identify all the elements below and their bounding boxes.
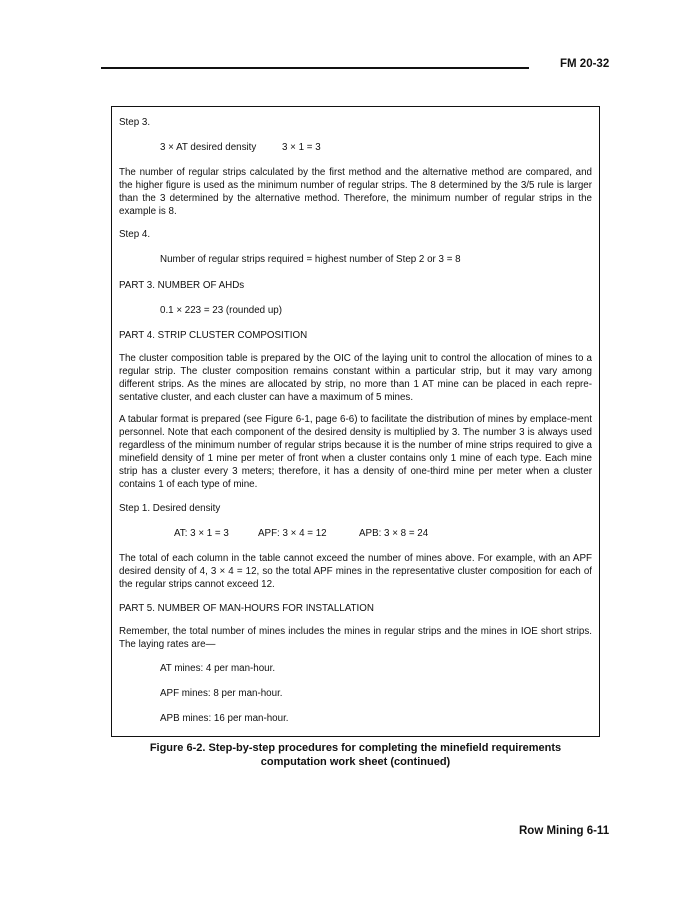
step4-label: Step 4.: [119, 229, 151, 240]
part4-paragraph-1: The cluster composition table is prepared by the OIC of the laying unit to control the allocation of mines to a regular strip. The cluster composition remains constant within a particular strip, but it may vary among different strips. As the mines are allocated by strip, no more than 1 AT mine can be placed in each repre-sentative cluster, and each cluster can have a maximum of 5 mines.: [119, 353, 592, 403]
part3-heading: PART 3. NUMBER OF AHDs: [119, 280, 245, 291]
page-footer: Row Mining 6-11: [519, 825, 610, 837]
rate-at: AT mines: 4 per man-hour.: [160, 663, 276, 674]
part4-heading: PART 4. STRIP CLUSTER COMPOSITION: [119, 330, 308, 341]
figure-caption: [111, 741, 600, 769]
step1-label: Step 1. Desired density: [119, 503, 221, 514]
caption-line-1: Figure 6-2. Step-by-step procedures for completing the minefield requirements: [149, 742, 562, 754]
density-apb: APB: 3 × 8 = 24: [359, 528, 429, 539]
step3-formula-b: 3 × 1 = 3: [282, 142, 321, 153]
part4-paragraph-2: A tabular format is prepared (see Figure 6-1, page 6-6) to facilitate the distribution of mines by emplace-ment personnel. Note that each component of the desired density is multiplied by 3. The number 3 is always used regardless of the minimum number of regular strips because it is the number of mine strips required to give a minefield density of 1 mine per meter of front when a cluster contains only 1 mine of each type. Each mine strip has a cluster every 3 meters; therefore, it has a density of one-third mine per meter when a cluster contains 1 of each type of mine.: [119, 414, 592, 490]
procedure-box: [111, 106, 600, 737]
header-rule: [101, 67, 529, 69]
part5-heading: PART 5. NUMBER OF MAN-HOURS FOR INSTALLATION: [119, 603, 374, 614]
rate-apf: APF mines: 8 per man-hour.: [160, 688, 283, 699]
step3-paragraph: The number of regular strips calculated by the first method and the alternative method are compared, and the higher figure is used as the minimum number of regular strips. The 8 determined by the 3/5 rule is larger than the 3 determined by the alternative method. Therefore, the minimum number of regular strips in the example is 8.: [119, 167, 592, 217]
density-at: AT: 3 × 1 = 3: [174, 528, 229, 539]
part4-paragraph-3: The total of each column in the table cannot exceed the number of mines above. For example, with an APF desired density of 4, 3 × 4 = 12, so the total APF mines in the representative cluster composition for each of the regular strips cannot exceed 12.: [119, 553, 592, 590]
step3-label: Step 3.: [119, 117, 151, 128]
part3-formula: 0.1 × 223 = 23 (rounded up): [160, 305, 283, 316]
rate-apb: APB mines: 16 per man-hour.: [160, 713, 289, 724]
step3-formula-a: 3 × AT desired density: [160, 142, 257, 153]
part5-paragraph: Remember, the total number of mines includes the mines in regular strips and the mines in IOE short strips. The laying rates are—: [119, 626, 592, 650]
document-id: FM 20-32: [560, 58, 610, 70]
step4-formula: Number of regular strips required = highest number of Step 2 or 3 = 8: [160, 254, 461, 265]
caption-line-2: computation work sheet (continued): [260, 756, 451, 768]
density-apf: APF: 3 × 4 = 12: [258, 528, 327, 539]
